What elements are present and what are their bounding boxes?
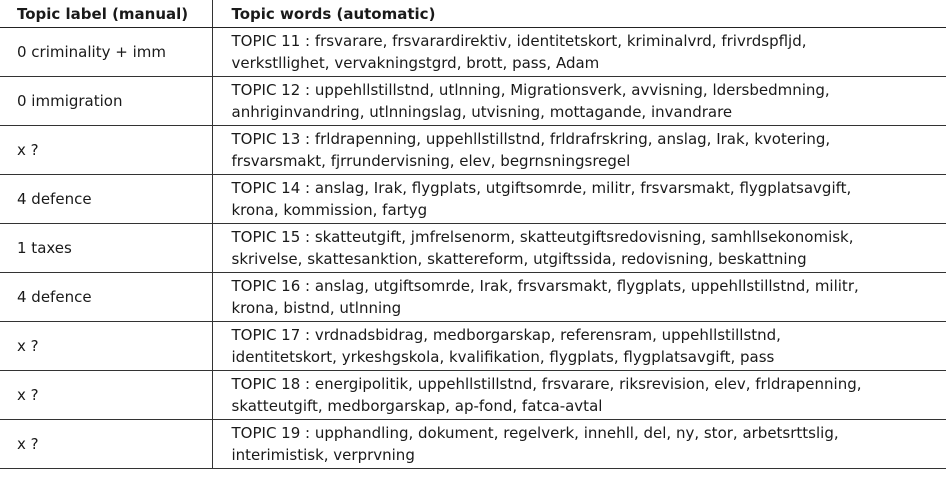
topic-words-line: TOPIC 19 : upphandling, dokument, regelverk, innehll, del, ny, stor, arbetsrttslig, bbox=[231, 424, 839, 442]
topic-words-line: skrivelse, skattesanktion, skattereform, utgiftssida, redovisning, beskattning bbox=[231, 250, 807, 268]
topic-words-line: TOPIC 17 : vrdnadsbidrag, medborgarskap, referensram, uppehllstillstnd, bbox=[231, 326, 781, 344]
topic-words-line: frsvarsmakt, fjrrundervisning, elev, begrnsningsregel bbox=[231, 152, 631, 170]
table-row bbox=[0, 322, 946, 371]
table-row bbox=[0, 420, 946, 469]
topic-words-cell bbox=[212, 28, 946, 77]
topic-words-line: TOPIC 18 : energipolitik, uppehllstillstnd, frsvarare, riksrevision, elev, frldrapenning, bbox=[231, 375, 862, 393]
topic-label-cell: 4 defence bbox=[0, 175, 212, 224]
topic-words-line: TOPIC 16 : anslag, utgiftsomrde, Irak, frsvarsmakt, flygplats, uppehllstillstnd, militr, bbox=[231, 277, 859, 295]
topic-words-cell bbox=[212, 420, 946, 469]
table-header bbox=[0, 0, 946, 28]
topic-words-line: identitetskort, yrkeshgskola, kvalifikation, flygplats, flygplatsavgift, pass bbox=[231, 348, 775, 366]
table-row bbox=[0, 224, 946, 273]
table-row bbox=[0, 273, 946, 322]
topic-label-cell: 0 criminality + imm bbox=[0, 28, 212, 77]
topic-words-line: skatteutgift, medborgarskap, ap-fond, fatca-avtal bbox=[231, 397, 603, 415]
topic-words-line: krona, kommission, fartyg bbox=[231, 201, 428, 219]
topic-words-line: TOPIC 13 : frldrapenning, uppehllstillstnd, frldrafrskring, anslag, Irak, kvotering, bbox=[231, 130, 831, 148]
topic-label-cell: x ? bbox=[0, 322, 212, 371]
topic-words-line: TOPIC 11 : frsvarare, frsvarardirektiv, identitetskort, kriminalvrd, frivrdspfljd, bbox=[231, 32, 807, 50]
topic-label-cell: 4 defence bbox=[0, 273, 212, 322]
topic-words-line: TOPIC 12 : uppehllstillstnd, utlnning, Migrationsverk, avvisning, ldersbedmning, bbox=[231, 81, 830, 99]
topic-words-line: verkstllighet, vervakningstgrd, brott, pass, Adam bbox=[231, 54, 600, 72]
topic-words-cell bbox=[212, 273, 946, 322]
topic-label-cell: 1 taxes bbox=[0, 224, 212, 273]
topic-words-cell bbox=[212, 77, 946, 126]
topic-words-cell bbox=[212, 126, 946, 175]
topic-words-line: krona, bistnd, utlnning bbox=[231, 299, 402, 317]
topic-label-cell: x ? bbox=[0, 420, 212, 469]
topic-words-cell bbox=[212, 175, 946, 224]
topic-words-line: TOPIC 14 : anslag, Irak, flygplats, utgiftsomrde, militr, frsvarsmakt, flygplatsavgift, bbox=[231, 179, 852, 197]
topic-words-line: interimistisk, verprvning bbox=[231, 446, 415, 464]
column-header-topic-label: Topic label (manual) bbox=[0, 0, 212, 28]
table-body bbox=[0, 28, 946, 469]
topic-label-cell: 0 immigration bbox=[0, 77, 212, 126]
table-row bbox=[0, 175, 946, 224]
table-row bbox=[0, 126, 946, 175]
topic-words-cell bbox=[212, 224, 946, 273]
topic-label-cell: x ? bbox=[0, 126, 212, 175]
topic-label-cell: x ? bbox=[0, 371, 212, 420]
topic-words-cell bbox=[212, 322, 946, 371]
header-row bbox=[0, 0, 946, 28]
topic-words-line: anhriginvandring, utlnningslag, utvisning, mottagande, invandrare bbox=[231, 103, 733, 121]
table-row bbox=[0, 28, 946, 77]
table-row bbox=[0, 77, 946, 126]
topic-words-cell bbox=[212, 371, 946, 420]
topic-words-line: TOPIC 15 : skatteutgift, jmfrelsenorm, skatteutgiftsredovisning, samhllsekonomisk, bbox=[231, 228, 854, 246]
table-row bbox=[0, 371, 946, 420]
column-header-topic-words: Topic words (automatic) bbox=[212, 0, 946, 28]
